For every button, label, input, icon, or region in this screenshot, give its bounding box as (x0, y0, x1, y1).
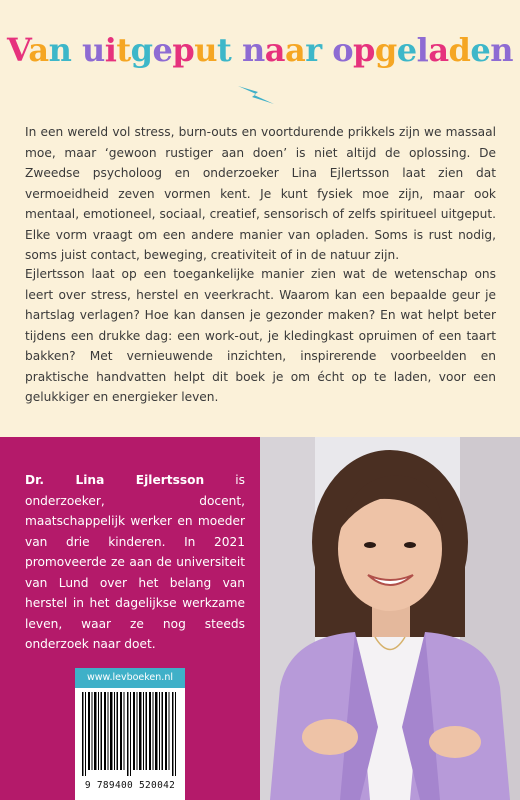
isbn-number: 9 789400 520042 (84, 780, 176, 791)
title-letter: u (81, 31, 105, 69)
title-letter (71, 31, 82, 69)
website-url: www.levboeken.nl (75, 668, 185, 688)
author-name: Dr. Lina Ejlertsson (25, 473, 205, 487)
author-bio-text: is onderzoeker, docent, maatschappelijk werker en moeder van drie kinderen. In 2021 promoveerde ze aan de universiteit van Lund over het belang van herstel in het dagelijkse werkzame leven, waar ze nog steeds onderzoek naar doet. (25, 473, 245, 651)
title-letter: e (152, 31, 173, 69)
title-letter: a (28, 31, 49, 69)
title-letter: l (416, 31, 429, 69)
book-title (0, 30, 520, 70)
title-letter: e (470, 31, 491, 69)
blurb-paragraph-1: In een wereld vol stress, burn-outs en voortdurende prikkels zijn we massaal moe, maar ‘gewoon rustiger aan doen’ is niet altijd de oplossing. De Zweedse psycholoog en onderzoeker Lina Ejlertsson laat zien dat vermoeidheid zeven vormen kent. Je kunt fysiek moe zijn, maar ook mentaal, emotioneel, sociaal, creatief, sensorisch of zelfs spiritueel uitgeput. Elke vorm vraagt om een andere manier van opladen. Soms is rust nodig, soms juist contact, beweging, creativiteit of in de natuur zijn. (25, 125, 496, 262)
title-letter: g (130, 31, 153, 69)
title-letter: n (241, 31, 265, 69)
title-letter (322, 31, 333, 69)
title-letter: a (428, 31, 449, 69)
title-letter: t (116, 31, 131, 69)
title-letter: a (284, 31, 306, 69)
title-letter: n (48, 31, 72, 69)
title-letter: g (374, 31, 397, 69)
title-letter: i (104, 31, 117, 69)
title-letter (231, 31, 242, 69)
blurb-paragraph-2: Ejlertsson laat op een toegankelijke manier zien wat de wetenschap ons leert over stress, herstel en veerkracht. Waarom kan een bepaalde geur je hartslag verlagen? Hoe kan dansen je gezonder maken? En wat helpt beter tijdens een drukke dag: een work-out, je kledingkast opruimen of een taart bakken? Met vernieuwende inzichten, inspirerende voorbeelden en praktische handvatten helpt dit boek je om écht op te laden, voor een gelukkiger en energieker leven. (25, 267, 496, 404)
title-letter: t (217, 31, 232, 69)
title-letter: d (448, 31, 471, 69)
title-letter: e (396, 31, 417, 69)
barcode (80, 692, 180, 776)
title-letter: n (490, 31, 514, 69)
title-letter: r (305, 31, 322, 69)
title-letter: p (353, 31, 375, 69)
title-letter: V (6, 31, 29, 69)
title-letter: u (194, 31, 218, 69)
author-bio (25, 470, 245, 655)
title-letter: p (172, 31, 195, 69)
author-photo (260, 437, 520, 800)
title-letter: o (332, 31, 354, 69)
title-letter: a (264, 31, 285, 69)
lightning-bolt-icon (236, 80, 276, 108)
